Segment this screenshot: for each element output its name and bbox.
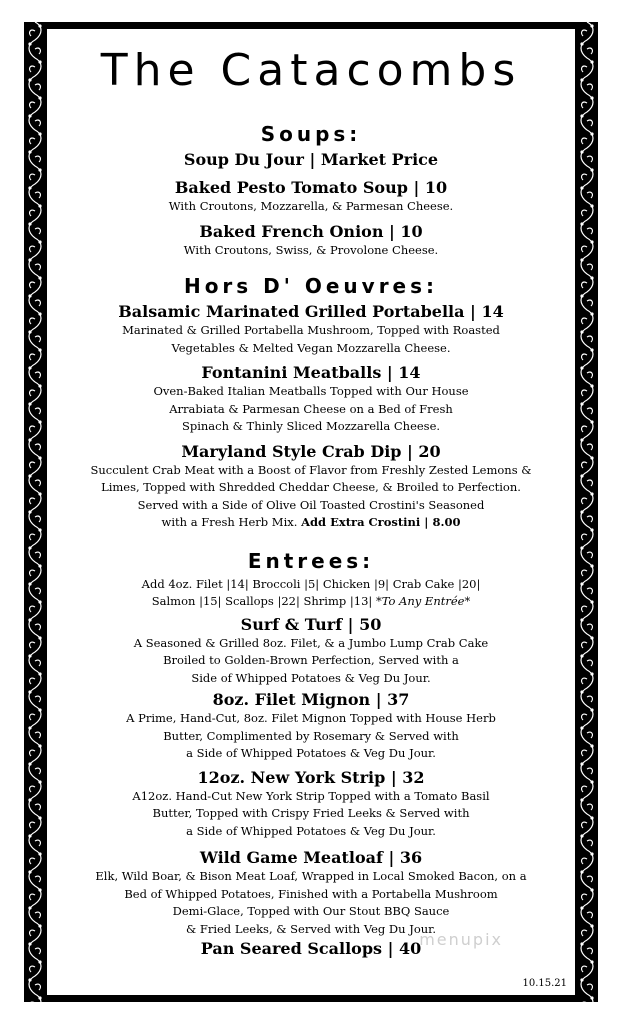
menu-item-desc: Oven-Baked Italian Meatballs Topped with Our House [153,384,469,398]
menu-date: 10.15.21 [522,978,567,989]
menu-item-desc: A Seasoned & Grilled 8oz. Filet, & a Jumbo Lump Crab Cake [133,635,489,650]
menu-item-desc: A12oz. Hand-Cut New York Strip Topped with a Tomato Basil [132,788,490,803]
left-vine-border [24,22,46,1002]
menu-item-name: Balsamic Marinated Grilled Portabella | 14 [118,302,504,321]
menu-item-desc: & Fried Leeks, & Served with Veg Du Jour. [185,921,437,936]
right-vine-border [576,22,598,1002]
menu-item-desc: With Croutons, Mozzarella, & Parmesan Cheese. [168,199,454,213]
addons-note: *To Any Entrée* [375,594,471,608]
menu-item-desc: Side of Whipped Potatoes & Veg Du Jour. [191,670,431,685]
menu-item-desc-line: with a Fresh Herb Mix. [161,515,298,529]
menu-content [47,121,575,959]
menu-item-name: Maryland Style Crab Dip | 20 [181,441,441,461]
menu-item-name: Baked Pesto Tomato Soup | 10 [174,178,448,197]
menu-item-desc: Elk, Wild Boar, & Bison Meat Loaf, Wrapped in Local Smoked Bacon, on a [95,869,527,883]
menu-item-desc: a Side of Whipped Potatoes & Veg Du Jour. [186,746,436,760]
menu-item-desc: Served with a Side of Olive Oil Toasted Crostini's Seasoned [137,497,485,512]
addons-line: Add 4oz. Filet |14| Broccoli |5| Chicken |9| Crab Cake |20| [141,576,481,591]
addons-list: Salmon |15| Scallops |22| Shrimp |13| [151,594,373,608]
menu-item-name: Wild Game Meatloaf | 36 [199,848,423,867]
menu-panel [46,28,576,996]
entrees-heading: Entrees: [247,548,375,573]
menu-item-name: Pan Seared Scallops | 40 [200,939,422,958]
menu-frame [24,22,598,1002]
menu-item-desc: With Croutons, Swiss, & Provolone Cheese. [183,242,439,257]
menu-item-name: 8oz. Filet Mignon | 37 [212,690,410,709]
watermark: menupix [419,930,503,949]
extra-crostini: Add Extra Crostini | 8.00 [301,515,461,529]
menu-item-name: 12oz. New York Strip | 32 [197,767,425,787]
menu-item-desc: Limes, Topped with Shredded Cheddar Cheese, & Broiled to Perfection. [101,480,521,494]
menu-item-desc: Succulent Crab Meat with a Boost of Flavor from Freshly Zested Lemons & [90,462,532,477]
soups-heading: Soups: [260,122,362,146]
hors-heading: Hors D' Oeuvres: [183,274,439,298]
menu-item-name: Fontanini Meatballs | 14 [201,363,421,382]
menu-item-name: Baked French Onion | 10 [199,221,423,241]
menu-item-desc: Bed of Whipped Potatoes, Finished with a Portabella Mushroom [124,886,498,901]
menu-item-desc: A Prime, Hand-Cut, 8oz. Filet Mignon Topped with House Herb [126,711,496,725]
menu-item-name: Soup Du Jour | Market Price [183,150,439,169]
menu-item-desc: Butter, Topped with Crispy Fried Leeks & Served with [152,806,470,820]
menu-item-desc: Marinated & Grilled Portabella Mushroom, Topped with Roasted [122,323,500,337]
addons-line [47,593,575,611]
menu-item-desc: Broiled to Golden-Brown Perfection, Served with a [163,653,459,667]
menu-item-desc: Arrabiata & Parmesan Cheese on a Bed of Fresh [169,401,453,416]
menu-item-desc: Spinach & Thinly Sliced Mozzarella Cheese. [181,419,441,433]
menu-item-desc [47,514,575,532]
menu-item-desc: a Side of Whipped Potatoes & Veg Du Jour. [186,823,436,838]
restaurant-title: The Catacombs [100,45,522,96]
menu-item-desc: Butter, Complimented by Rosemary & Served with [163,728,459,743]
menu-item-desc: Demi-Glace, Topped with Our Stout BBQ Sauce [172,904,450,918]
menu-item-name: Surf & Turf | 50 [240,614,382,634]
menu-item-desc: Vegetables & Melted Vegan Mozzarella Cheese. [171,340,451,355]
